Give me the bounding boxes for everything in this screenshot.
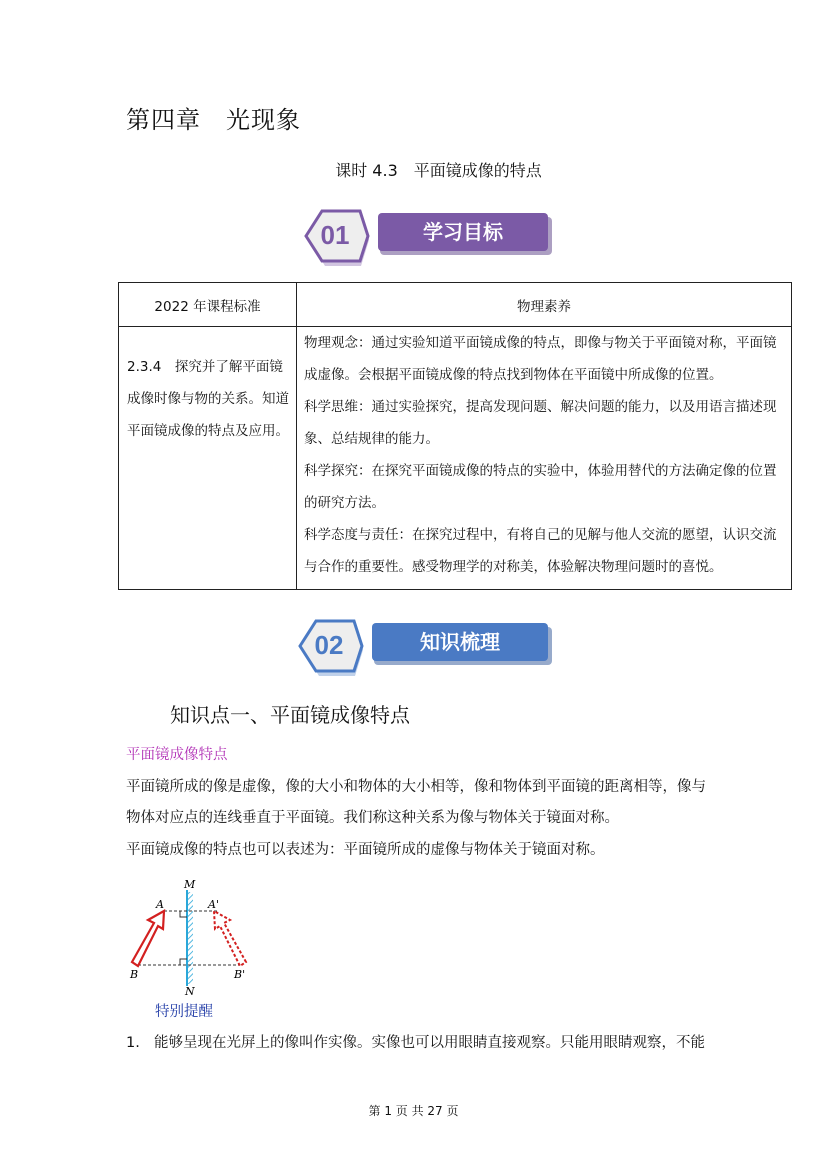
paragraph-line: 平面镜所成的像是虚像，像的大小和物体的大小相等，像和物体到平面镜的距离相等，像与 [126, 779, 706, 795]
chapter-title: 第四章 光现象 [126, 106, 301, 134]
note-item-text: 能够呈现在光屏上的像叫作实像。实像也可以用眼睛直接观察。只能用眼睛观察，不能 [154, 1035, 705, 1051]
label-a: A [156, 898, 164, 911]
label-m: M [184, 878, 196, 891]
label-n: N [185, 985, 195, 996]
image-arrow [214, 911, 246, 966]
paragraph-line: 物体对应点的连线垂直于平面镜。我们称这种关系为像与物体关于镜面对称。 [126, 810, 619, 826]
knowledge-point-title: 知识点一、平面镜成像特点 [170, 703, 410, 727]
section-banner-01 [300, 208, 560, 268]
curriculum-standard-cell: 2.3.4 探究并了解平面镜成像时像与物的关系。知道平面镜成像的特点及应用。 [119, 327, 297, 590]
section-label: 知识梳理 [372, 623, 548, 661]
object-arrow [132, 911, 164, 966]
label-a-prime: A' [208, 898, 219, 911]
lesson-title: 课时 4.3 平面镜成像的特点 [335, 161, 542, 180]
special-note-title: 特别提醒 [155, 1004, 213, 1020]
note-item-number: 1. [126, 1035, 140, 1051]
table-header-standard: 2022 年课程标准 [119, 283, 297, 327]
table-header-literacy: 物理素养 [297, 283, 792, 327]
section-number: 02 [314, 630, 344, 660]
paragraph-line: 平面镜成像的特点也可以表述为：平面镜所成的虚像与物体关于镜面对称。 [126, 842, 605, 858]
knowledge-point-subtitle: 平面镜成像特点 [126, 747, 228, 763]
label-b-prime: B' [234, 968, 246, 981]
physics-literacy-cell: 物理观念：通过实验知道平面镜成像的特点，即像与物关于平面镜对称，平面镜成虚像。会根据平面镜成像的特点找到物体在平面镜中所成像的位置。 科学思维：通过实验探究，提高发现问题、解决问题的能力，以及用语言描述现象、总结规律的能力。 科学探究：在探究平面镜成像的特点的实验中，体验用替代的方法确定像的位置的研究方法。 科学态度与责任：在探究过程中，有将自己的见解与他人交流的愿望，认识交流与合作的重要性。感受物理学的对称美，体验解决物理问题时的喜悦。 [297, 327, 792, 590]
section-banner-02 [294, 618, 559, 678]
page-footer: 第 1 页 共 27 页 [368, 1104, 459, 1118]
note-item [126, 1031, 705, 1052]
label-b: B [130, 968, 139, 981]
learning-goals-table [118, 282, 792, 590]
section-number: 01 [320, 220, 350, 250]
section-label: 学习目标 [378, 213, 548, 251]
mirror-symmetry-figure [124, 878, 264, 996]
